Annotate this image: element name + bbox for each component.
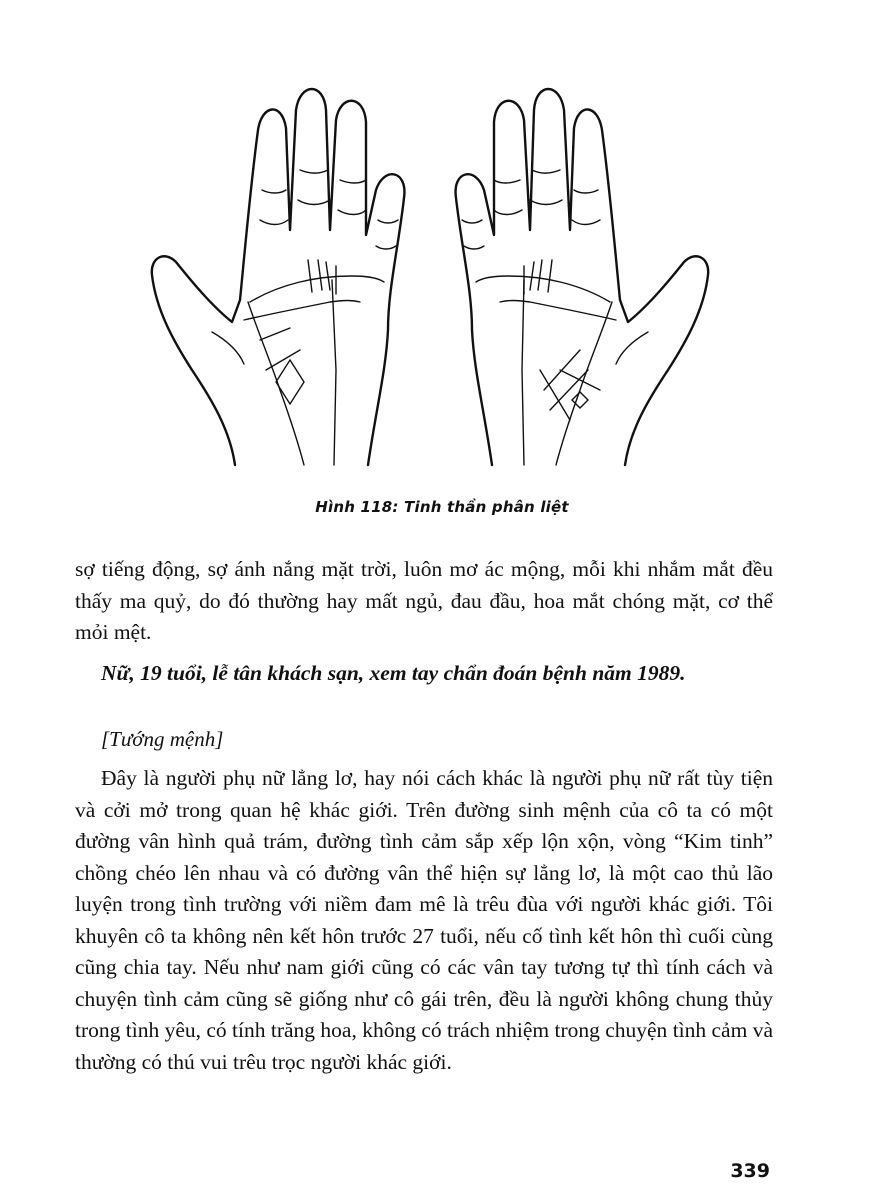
two-hands-drawing <box>140 70 720 480</box>
case-heading: Nữ, 19 tuổi, lễ tân khách sạn, xem tay chẩn đoán bệnh năm 1989. <box>101 661 686 685</box>
right-hand <box>456 89 709 465</box>
section-label: [Tướng mệnh] <box>101 727 224 751</box>
left-hand <box>152 89 405 465</box>
paragraph-main: Đây là người phụ nữ lẳng lơ, hay nói cách khác là người phụ nữ rất tùy tiện và cởi mở trong quan hệ khác giới. Trên đường sinh mệnh của cô ta có một đường vân hình quả trám, đường tình cảm sắp xếp lộn xộn, vòng “Kim tinh” chồng chéo lên nhau và có đường vân thể hiện sự lẳng lơ, là một cao thủ lão luyện trong tình trường với niềm đam mê là trêu đùa với người khác giới. Tôi khuyên cô ta không nên kết hôn trước 27 tuổi, nếu cố tình kết hôn thì cuối cùng cũng chia tay. Nếu như nam giới cũng có các vân tay tương tự thì tính cách và chuyện tình cảm cũng sẽ giống như cô gái trên, đều là người không chung thủy trong tình yêu, có tính trăng hoa, không có trách nhiệm trong chuyện tình cảm và thường có thú vui trêu trọc người khác giới. <box>75 766 773 1074</box>
page-number: 339 <box>730 1160 770 1182</box>
figure-caption: Hình 118: Tinh thần phân liệt <box>315 498 569 516</box>
paragraph-continued: sợ tiếng động, sợ ánh nắng mặt trời, luôn mơ ác mộng, mỗi khi nhắm mắt đều thấy ma quỷ, do đó thường hay mất ngủ, đau đầu, hoa mắt chóng mặt, cơ thể mỏi mệt. <box>75 557 773 644</box>
palm-illustration <box>140 70 720 480</box>
